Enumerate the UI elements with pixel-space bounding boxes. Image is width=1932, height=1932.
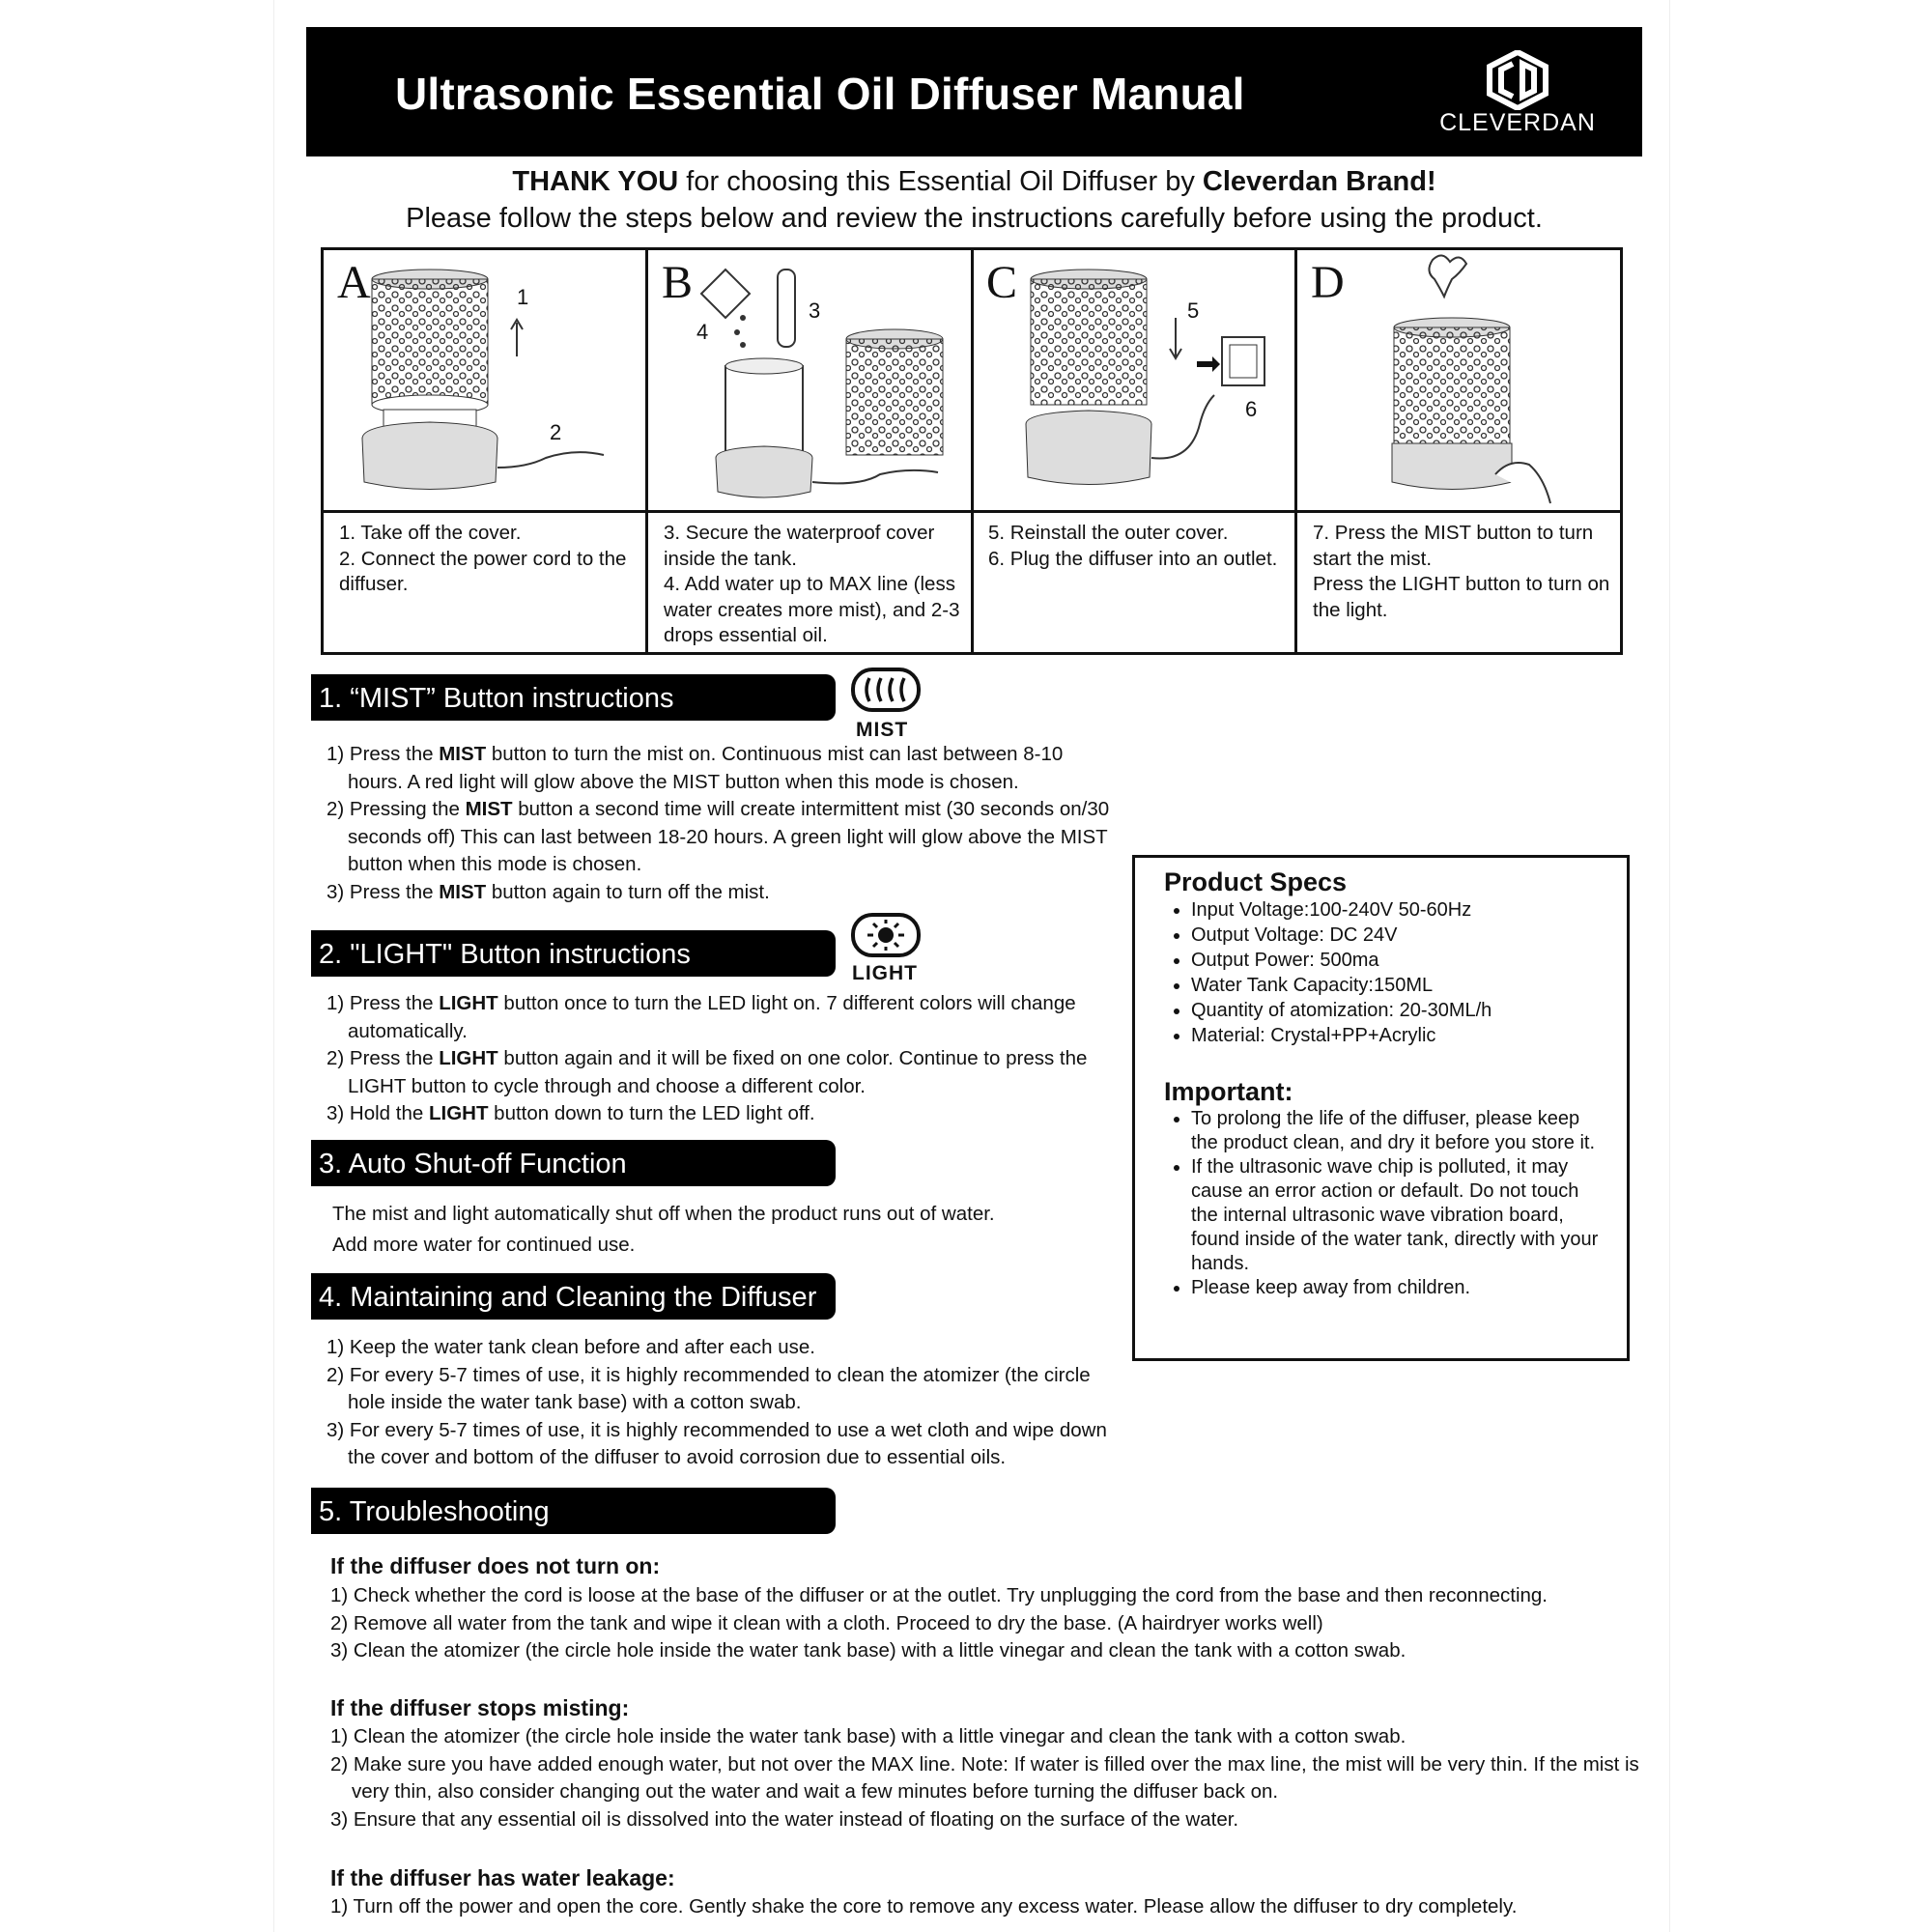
manual-header xyxy=(306,27,1642,156)
section-header-light xyxy=(311,930,836,977)
step-number: 1 xyxy=(517,285,529,309)
instruction-item: 2) Pressing the MIST button a second time will create intermittent mist (30 seconds on/30 seconds off) This can last between 18-20 hours. A green light will glow above the MIST button when this mode is chosen. xyxy=(327,798,1110,875)
steps-table xyxy=(321,247,1623,655)
troubleshoot-item: 2) Make sure you have added enough water, but not over the MAX line. Note: If water is filled over the max line, the mist will be very thin. If the mist is very thin, also consider changing out the water and wait a few minutes before turning the diffuser back on. xyxy=(330,1752,1639,1803)
section-title: 2. "LIGHT" Button instructions xyxy=(319,939,691,970)
important-list xyxy=(1164,1107,1608,1300)
specs-title: Product Specs xyxy=(1164,867,1348,896)
troubleshoot-list xyxy=(330,1582,1644,1665)
troubleshoot-list xyxy=(330,1893,1644,1921)
cleverdan-logo-icon xyxy=(1484,50,1551,110)
troubleshoot-list xyxy=(330,1723,1644,1833)
troubleshoot-heading: If the diffuser has water leakage: xyxy=(330,1865,675,1890)
manual-title: Ultrasonic Essential Oil Diffuser Manual xyxy=(395,69,1245,119)
cleaning-instructions xyxy=(327,1334,1119,1472)
step-letter: A xyxy=(337,257,371,308)
step-number: 2 xyxy=(550,420,562,444)
section-header-mist xyxy=(311,674,836,721)
spec-item: • Quantity of atomization: 20-30ML/h xyxy=(1191,998,1608,1023)
step-illustration-c xyxy=(973,250,1297,513)
instruction-item: 1) Keep the water tank clean before and after each use. xyxy=(327,1336,815,1358)
instruction-item: 2) Press the LIGHT button again and it will be fixed on one color. Continue to press the LIGHT button to cycle through and choose a different color. xyxy=(327,1047,1088,1097)
brand-text: Cleverdan Brand! xyxy=(1202,166,1436,197)
step-line: Press the LIGHT button to turn on the light. xyxy=(1313,573,1610,621)
spec-item: • Water Tank Capacity:150ML xyxy=(1191,973,1608,998)
light-button-icon xyxy=(850,912,922,958)
mist-illustration xyxy=(1297,250,1622,511)
intro-mid-text: for choosing this Essential Oil Diffuser by xyxy=(678,166,1203,197)
spec-item: • Output Power: 500ma xyxy=(1191,948,1608,973)
step-number: 4 xyxy=(696,320,709,344)
step-cell-d xyxy=(1297,250,1622,652)
outlet-illustration xyxy=(973,250,1297,511)
troubleshoot-item: 1) Turn off the power and open the core. Gently shake the core to remove any excess water. Please allow the diffuser to dry completely. xyxy=(330,1895,1518,1918)
troubleshoot-item: 3) Clean the atomizer (the circle hole inside the water tank base) with a little vinegar and clean the tank with a cotton swab. xyxy=(330,1639,1406,1662)
step-text-c xyxy=(988,521,1288,572)
brand-name: CLEVERDAN xyxy=(1439,109,1596,136)
step-cell-b xyxy=(648,250,973,652)
section-header-troubleshooting xyxy=(311,1488,836,1534)
mist-button-icon xyxy=(850,667,922,713)
mist-instructions xyxy=(327,741,1119,906)
important-title: Important: xyxy=(1164,1077,1293,1106)
section-header-cleaning xyxy=(311,1273,836,1320)
troubleshoot-heading: If the diffuser stops misting: xyxy=(330,1695,630,1720)
instruction-item: 2) For every 5-7 times of use, it is highly recommended to clean the atomizer (the circle hole inside the water tank base) with a cotton swab. xyxy=(327,1363,1091,1413)
step-illustration-d xyxy=(1297,250,1622,513)
instruction-item: 1) Press the LIGHT button once to turn the LED light on. 7 different colors will change automatically. xyxy=(327,992,1076,1042)
step-line: 7. Press the MIST button to turn start the mist. xyxy=(1313,522,1594,570)
troubleshoot-item: 2) Remove all water from the tank and wipe it clean with a cloth. Proceed to dry the base. (A hairdryer works well) xyxy=(330,1611,1323,1634)
instruction-item: 3) Press the MIST button again to turn off the mist. xyxy=(327,880,770,903)
step-line: 4. Add water up to MAX line (less water creates more mist), and 2-3 drops essential oil. xyxy=(664,573,960,646)
instruction-item: 3) For every 5-7 times of use, it is highly recommended to use a wet cloth and wipe down the cover and bottom of the diffuser to avoid corrosion due to essential oils. xyxy=(327,1418,1107,1468)
step-text-d xyxy=(1313,521,1612,623)
specs-list xyxy=(1164,897,1608,1048)
step-text-b xyxy=(664,521,963,649)
step-number: 6 xyxy=(1245,397,1258,421)
section-title: 4. Maintaining and Cleaning the Diffuser xyxy=(319,1282,817,1313)
step-line: 6. Plug the diffuser into an outlet. xyxy=(988,547,1278,570)
troubleshoot-item: 1) Check whether the cord is loose at the base of the diffuser or at the outlet. Try unplugging the cord from the base and then reconnecting. xyxy=(330,1584,1548,1606)
spec-item: • Material: Crystal+PP+Acrylic xyxy=(1191,1023,1608,1048)
spec-item: • Output Voltage: DC 24V xyxy=(1191,923,1608,948)
troubleshoot-item: 1) Clean the atomizer (the circle hole inside the water tank base) with a little vinegar and clean the tank with a cotton swab. xyxy=(330,1725,1406,1747)
step-letter: B xyxy=(662,257,694,308)
step-number: 5 xyxy=(1187,298,1200,323)
auto-shutoff-text xyxy=(332,1199,1105,1261)
product-specs-box xyxy=(1132,855,1630,1361)
step-line: 2. Connect the power cord to the diffuser. xyxy=(339,547,627,595)
troubleshoot-item: 3) Ensure that any essential oil is dissolved into the water instead of floating on the surface of the water. xyxy=(330,1807,1239,1831)
step-number: 3 xyxy=(809,298,821,323)
text-line: The mist and light automatically shut off when the product runs out of water. xyxy=(332,1203,995,1225)
instruction-item: 1) Press the MIST button to turn the mist on. Continuous mist can last between 8-10 hours. A red light will glow above the MIST button when this mode is chosen. xyxy=(327,743,1064,793)
light-icon-label: LIGHT xyxy=(852,962,918,984)
intro-line-1 xyxy=(306,166,1642,198)
step-line: 3. Secure the waterproof cover inside the tank. xyxy=(664,522,935,570)
step-illustration-b xyxy=(648,250,973,513)
cleverdan-logo xyxy=(1426,46,1609,143)
step-letter: D xyxy=(1311,257,1345,308)
spec-item: • Input Voltage:100-240V 50-60Hz xyxy=(1191,897,1608,923)
mist-icon-label: MIST xyxy=(856,719,909,741)
thank-you-text: THANK YOU xyxy=(512,166,679,197)
important-item: • To prolong the life of the diffuser, please keep the product clean, and dry it before you store it. xyxy=(1191,1107,1608,1155)
important-item: • Please keep away from children. xyxy=(1191,1276,1608,1300)
intro-line-2: Please follow the steps below and review the instructions carefully before using the product. xyxy=(406,203,1543,234)
text-line: Add more water for continued use. xyxy=(332,1234,636,1256)
step-letter: C xyxy=(986,257,1018,308)
specs-content xyxy=(1164,867,1608,1300)
step-line: 5. Reinstall the outer cover. xyxy=(988,522,1229,544)
section-header-auto-shutoff xyxy=(311,1140,836,1186)
diffuser-illustration xyxy=(324,250,648,511)
section-title: 5. Troubleshooting xyxy=(319,1496,550,1527)
section-title: 3. Auto Shut-off Function xyxy=(319,1149,627,1179)
step-cell-a xyxy=(324,250,648,652)
section-title: 1. “MIST” Button instructions xyxy=(319,683,674,714)
troubleshoot-heading: If the diffuser does not turn on: xyxy=(330,1553,661,1578)
tank-illustration xyxy=(648,250,973,511)
step-text-a xyxy=(339,521,639,598)
step-illustration-a xyxy=(324,250,648,513)
step-cell-c xyxy=(973,250,1297,652)
light-instructions xyxy=(327,990,1119,1128)
instruction-item: 3) Hold the LIGHT button down to turn the LED light off. xyxy=(327,1102,815,1124)
step-line: 1. Take off the cover. xyxy=(339,522,522,544)
important-item: • If the ultrasonic wave chip is polluted, it may cause an error action or default. Do not touch the internal ultrasonic wave vibration board, found inside of the water tank, directly with your hands. xyxy=(1191,1155,1608,1276)
